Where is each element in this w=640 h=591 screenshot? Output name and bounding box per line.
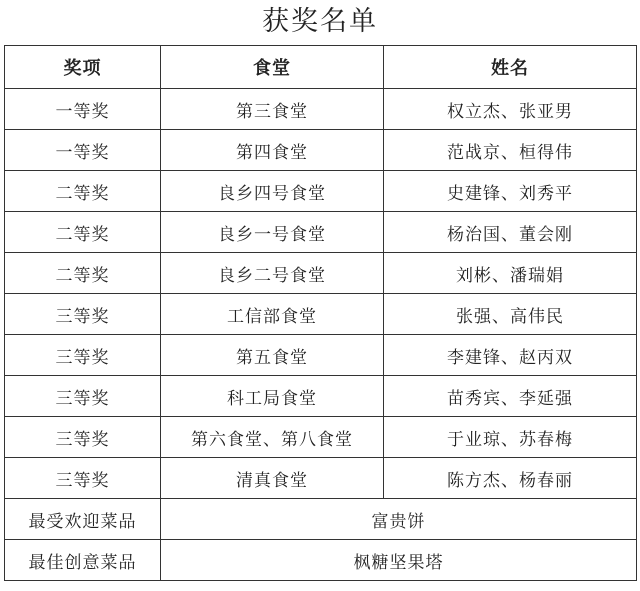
canteen-cell: 科工局食堂	[161, 376, 384, 417]
names-cell: 苗秀宾、李延强	[384, 376, 637, 417]
names-cell: 刘彬、潘瑞娟	[384, 253, 637, 294]
names-cell: 史建锋、刘秀平	[384, 171, 637, 212]
canteen-cell: 良乡四号食堂	[161, 171, 384, 212]
table-row	[5, 335, 637, 376]
names-cell: 张强、高伟民	[384, 294, 637, 335]
names-cell: 权立杰、张亚男	[384, 89, 637, 130]
table-header-row	[5, 46, 637, 89]
table-row	[5, 212, 637, 253]
award-cell: 三等奖	[5, 294, 161, 335]
table-row	[5, 458, 637, 499]
table-row	[5, 253, 637, 294]
award-cell: 三等奖	[5, 335, 161, 376]
special-award-label: 最受欢迎菜品	[5, 499, 161, 540]
award-cell: 二等奖	[5, 253, 161, 294]
canteen-cell: 第六食堂、第八食堂	[161, 417, 384, 458]
names-cell: 杨治国、董会刚	[384, 212, 637, 253]
award-cell: 二等奖	[5, 171, 161, 212]
award-cell: 二等奖	[5, 212, 161, 253]
award-cell: 三等奖	[5, 417, 161, 458]
table-row	[5, 417, 637, 458]
award-cell: 一等奖	[5, 89, 161, 130]
table-row	[5, 130, 637, 171]
table-row	[5, 376, 637, 417]
canteen-cell: 工信部食堂	[161, 294, 384, 335]
header-canteen: 食堂	[161, 46, 384, 89]
special-award-row	[5, 540, 637, 581]
table-row	[5, 294, 637, 335]
award-cell: 一等奖	[5, 130, 161, 171]
names-cell: 李建锋、赵丙双	[384, 335, 637, 376]
award-table	[4, 45, 637, 581]
canteen-cell: 良乡一号食堂	[161, 212, 384, 253]
header-names: 姓名	[384, 46, 637, 89]
award-cell: 三等奖	[5, 458, 161, 499]
award-cell: 三等奖	[5, 376, 161, 417]
special-award-label: 最佳创意菜品	[5, 540, 161, 581]
special-award-value: 枫糖坚果塔	[161, 540, 637, 581]
table-row	[5, 89, 637, 130]
page-title: 获奖名单	[262, 6, 378, 37]
names-cell: 于业琼、苏春梅	[384, 417, 637, 458]
names-cell: 范战京、桓得伟	[384, 130, 637, 171]
special-award-value: 富贵饼	[161, 499, 637, 540]
canteen-cell: 良乡二号食堂	[161, 253, 384, 294]
header-award: 奖项	[5, 46, 161, 89]
names-cell: 陈方杰、杨春丽	[384, 458, 637, 499]
table-row	[5, 171, 637, 212]
canteen-cell: 第三食堂	[161, 89, 384, 130]
canteen-cell: 清真食堂	[161, 458, 384, 499]
canteen-cell: 第四食堂	[161, 130, 384, 171]
special-award-row	[5, 499, 637, 540]
canteen-cell: 第五食堂	[161, 335, 384, 376]
